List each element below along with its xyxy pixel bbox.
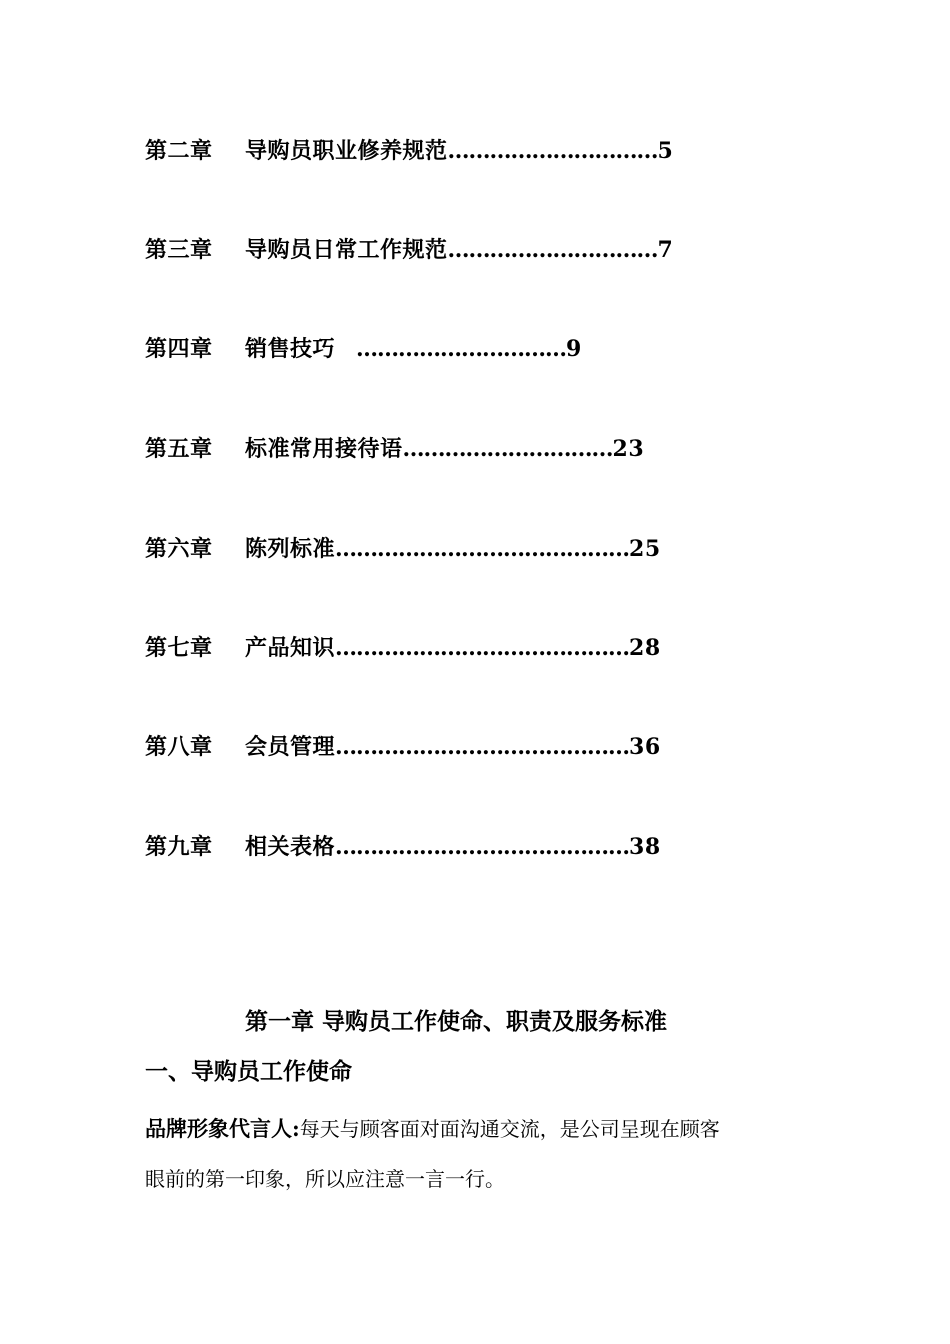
toc-leader-dots: …………………………………… xyxy=(335,834,630,860)
chapter-heading: 第一章 导购员工作使命、职责及服务标准 xyxy=(245,1008,668,1035)
toc-entry[interactable] xyxy=(145,334,582,364)
toc-page-number: 28 xyxy=(629,635,661,661)
toc-chapter-title: 标准常用接待语 xyxy=(245,436,403,462)
toc-entry[interactable] xyxy=(145,534,661,564)
toc-page-number: 7 xyxy=(657,237,674,263)
toc-entry[interactable] xyxy=(145,633,661,663)
toc-leader-dots: ………………………… xyxy=(402,436,613,462)
toc-page-number: 38 xyxy=(629,834,661,860)
section-heading: 一、导购员工作使命 xyxy=(145,1058,352,1085)
toc-chapter-title: 会员管理 xyxy=(245,734,336,760)
toc-entry[interactable] xyxy=(145,136,673,166)
toc-chapter-number: 第八章 xyxy=(145,734,213,760)
paragraph-text-line1: 每天与顾客面对面沟通交流，是公司呈现在顾客 xyxy=(299,1117,720,1141)
toc-leader-dots: …………………………………… xyxy=(335,635,630,661)
toc-chapter-title: 产品知识 xyxy=(245,635,336,661)
toc-entry[interactable] xyxy=(145,832,661,862)
toc-entry[interactable] xyxy=(145,235,673,265)
toc-leader-dots: ………………………… xyxy=(335,336,567,362)
toc-chapter-title: 导购员职业修养规范 xyxy=(245,138,448,164)
toc-chapter-number: 第五章 xyxy=(145,436,213,462)
toc-chapter-number: 第四章 xyxy=(145,336,213,362)
toc-leader-dots: ………………………… xyxy=(447,237,658,263)
toc-entry[interactable] xyxy=(145,434,644,464)
paragraph-lead: 品牌形象代言人: xyxy=(145,1116,300,1141)
toc-leader-dots: …………………………………… xyxy=(335,734,630,760)
toc-chapter-number: 第七章 xyxy=(145,635,213,661)
body-paragraph xyxy=(145,1104,825,1204)
paragraph-text-line2: 眼前的第一印象，所以应注意一言一行。 xyxy=(145,1167,505,1191)
toc-page-number: 36 xyxy=(629,734,661,760)
toc-chapter-number: 第六章 xyxy=(145,536,213,562)
toc-leader-dots: ………………………… xyxy=(447,138,658,164)
toc-chapter-number: 第三章 xyxy=(145,237,213,263)
toc-chapter-title: 销售技巧 xyxy=(245,336,336,362)
toc-page-number: 23 xyxy=(612,436,645,462)
toc-chapter-number: 第九章 xyxy=(145,834,213,860)
toc-page-number: 25 xyxy=(629,536,661,562)
toc-chapter-title: 相关表格 xyxy=(245,834,336,860)
toc-entry[interactable] xyxy=(145,732,661,762)
toc-chapter-title: 陈列标准 xyxy=(245,536,336,562)
toc-chapter-title: 导购员日常工作规范 xyxy=(245,237,448,263)
toc-chapter-number: 第二章 xyxy=(145,138,213,164)
toc-leader-dots: …………………………………… xyxy=(335,536,630,562)
toc-page-number: 9 xyxy=(566,336,582,362)
toc-page-number: 5 xyxy=(657,138,674,164)
